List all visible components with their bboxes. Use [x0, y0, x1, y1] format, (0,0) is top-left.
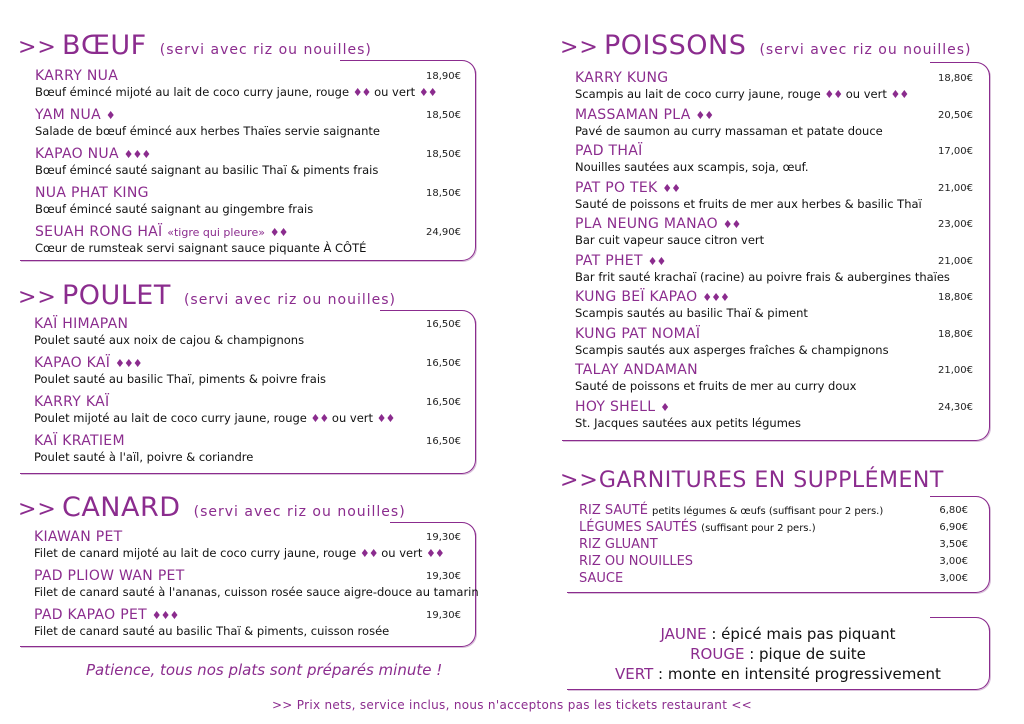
item-name: RIZ SAUTÉ: [579, 503, 648, 518]
item-desc: Poulet sauté au basilic Thaï, piments & poivre frais: [34, 372, 327, 386]
item-desc: Sauté de poissons et fruits de mer aux herbes & basilic Thaï: [575, 196, 922, 211]
item-desc: Bar cuit vapeur sauce citron vert: [575, 233, 765, 247]
title-arrows: >>: [560, 468, 599, 493]
item-price: 17,00€: [938, 146, 973, 157]
item-name: SAUCE: [579, 571, 624, 586]
item-price: 3,00€: [939, 556, 968, 567]
item-price: 6,90€: [939, 522, 968, 533]
spice-icon: ♦♦: [352, 86, 371, 99]
item-name: RIZ OU NOUILLES: [579, 554, 694, 569]
title-subtitle: (servi avec riz ou nouilles): [759, 42, 972, 58]
title-arrows: >>: [18, 497, 57, 522]
garniture-item: [579, 554, 968, 571]
item-desc: Bœuf émincé mijoté au lait de coco curry jaune, rouge ♦♦ ou vert ♦♦: [35, 85, 437, 99]
item-desc: Poulet mijoté au lait de coco curry jaune, rouge ♦♦ ou vert ♦♦: [34, 411, 395, 425]
item-name: YAM NUA: [35, 107, 101, 123]
item-price: 18,80€: [938, 73, 973, 84]
item-name: KAÏ KRATIEM: [34, 433, 125, 449]
item-note: «tigre qui pleure»: [167, 226, 265, 239]
item-desc: Scampis au lait de coco curry jaune, rouge ♦♦ ou vert ♦♦: [575, 87, 909, 101]
item-note: (suffisant pour 2 pers.): [701, 523, 816, 534]
garniture-item: [579, 571, 968, 588]
spice-icon: ♦♦: [647, 254, 666, 268]
item-name-row: [575, 180, 680, 196]
item-price: 21,00€: [938, 255, 973, 267]
item-note: petits légumes & œufs (suffisant pour 2 pers.): [651, 506, 884, 517]
item-name: KUNG PAT NOMAÏ: [575, 325, 701, 342]
item-price: 21,00€: [938, 182, 973, 194]
spice-icon: ♦: [105, 109, 115, 122]
section-title-garnitures: [560, 468, 944, 493]
item-name: PAD KAPAO PET: [34, 607, 147, 623]
item-name: KIAWAN PET: [34, 529, 123, 545]
item-price: 18,80€: [938, 292, 973, 303]
item-price: 3,00€: [939, 573, 968, 584]
item-desc: Sauté de poissons et fruits de mer au curry doux: [575, 379, 857, 393]
item-name-row: [34, 607, 178, 623]
item-name: PLA NEUNG MANAO: [575, 216, 718, 232]
title-arrows: >>: [18, 285, 57, 310]
item-price: 3,50€: [939, 539, 968, 550]
item-price: 24,90€: [426, 227, 461, 238]
item-desc: Bœuf émincé sauté saignant au basilic Thaï & piments frais: [35, 163, 379, 177]
item-price: 20,50€: [938, 109, 973, 121]
item-name: PAD THAÏ: [575, 143, 643, 159]
item-price: 18,50€: [426, 110, 461, 121]
item-price: 16,50€: [426, 436, 461, 447]
item-desc: Scampis sautés aux asperges fraîches & champignons: [575, 342, 889, 357]
item-name-row: [579, 520, 816, 535]
item-price: 23,00€: [938, 219, 973, 230]
legend-vert: VERT : monte en intensité progressivement: [615, 665, 941, 683]
item-price: 16,50€: [426, 319, 461, 330]
title-subtitle: (servi avec riz ou nouilles): [159, 42, 372, 58]
spice-icon: ♦♦: [722, 218, 741, 231]
item-name: KARRY KAÏ: [34, 394, 110, 410]
item-desc: Pavé de saumon au curry massaman et patate douce: [575, 123, 883, 138]
spice-icon: ♦♦: [269, 226, 288, 239]
spice-icon: ♦: [660, 400, 669, 414]
item-price: 21,00€: [938, 365, 973, 376]
item-desc: Poulet sauté aux noix de cajou & champignons: [34, 333, 305, 347]
item-price: 16,50€: [426, 397, 461, 408]
legend-rouge: ROUGE : pique de suite: [690, 645, 866, 663]
spice-icon: ♦♦: [824, 88, 843, 101]
item-price: 24,30€: [938, 401, 973, 413]
section-title-boeuf: [18, 30, 372, 61]
item-name: KAÏ HIMAPAN: [34, 316, 129, 332]
item-desc: Bœuf émincé sauté saignant au gingembre frais: [35, 202, 314, 216]
spice-legend: [567, 617, 989, 689]
item-desc: Bar frit sauté krachaï (racine) au poivre frais & aubergines thaïes: [575, 269, 950, 284]
item-price: 18,50€: [426, 188, 461, 199]
item-name: TALAY ANDAMAN: [575, 362, 698, 378]
item-desc: Nouilles sautées aux scampis, soja, œuf.: [575, 160, 809, 174]
title-subtitle: (servi avec riz ou nouilles): [193, 504, 406, 520]
item-name: PAT PHET: [575, 252, 643, 269]
spice-icon: ♦♦: [359, 547, 378, 560]
title-arrows: >>: [18, 35, 57, 60]
item-name: LÉGUMES SAUTÉS: [579, 520, 698, 535]
item-price: 6,80€: [939, 505, 968, 516]
item-name-row: [35, 146, 150, 162]
item-price: 18,80€: [938, 328, 973, 340]
section-title-poulet: [18, 280, 396, 311]
garniture-item: [579, 503, 968, 520]
spice-icon: ♦♦: [310, 412, 329, 425]
spice-icon: ♦♦♦: [114, 357, 142, 370]
item-desc: Filet de canard sauté au basilic Thaï & piments, cuisson rosée: [34, 624, 390, 638]
title-arrows: >>: [560, 35, 599, 60]
item-name: HOY SHELL: [575, 398, 656, 415]
item-name-row: [575, 216, 740, 232]
spice-icon: ♦♦♦: [123, 148, 151, 161]
item-desc: Filet de canard mijoté au lait de coco curry jaune, rouge ♦♦ ou vert ♦♦: [34, 546, 444, 560]
title-subtitle: (servi avec riz ou nouilles): [183, 292, 397, 308]
title-name: BŒUF: [61, 30, 147, 61]
garniture-item: [579, 537, 968, 554]
spice-icon: ♦♦: [662, 181, 681, 195]
item-name: KARRY NUA: [35, 68, 119, 84]
item-name: KAPAO NUA: [35, 146, 119, 162]
item-name: PAD PLIOW WAN PET: [34, 568, 185, 584]
spice-icon: ♦♦: [695, 108, 714, 122]
title-name: CANARD: [61, 492, 181, 523]
item-name-row: [579, 503, 883, 518]
item-price: 19,30€: [426, 532, 461, 543]
item-name-row: [35, 224, 287, 240]
item-name: SEUAH RONG HAÏ: [35, 224, 163, 240]
section-title-canard: [18, 492, 406, 523]
spice-icon: ♦♦: [426, 547, 444, 560]
title-name: POISSONS: [603, 30, 747, 61]
item-desc: Salade de bœuf émincé aux herbes Thaïes servie saignante: [35, 124, 380, 138]
footer-note: >> Prix nets, service inclus, nous n'acceptons pas les tickets restaurant <<: [271, 698, 753, 712]
spice-icon: ♦♦: [418, 86, 437, 99]
title-name: POULET: [61, 280, 171, 311]
item-name-row: [575, 253, 665, 269]
spice-icon: ♦♦: [376, 412, 395, 425]
item-name-row: [575, 399, 669, 415]
item-name: MASSAMAN PLA: [575, 106, 691, 123]
item-name: NUA PHAT KING: [35, 185, 149, 201]
item-desc: Poulet sauté à l'aïl, poivre & coriandre: [34, 450, 254, 464]
title-name: GARNITURES EN SUPPLÉMENT: [598, 468, 944, 493]
item-name: KARRY KUNG: [575, 70, 669, 86]
spice-icon: ♦♦: [890, 88, 909, 101]
item-name: KAPAO KAÏ: [34, 355, 111, 371]
item-price: 16,50€: [426, 358, 461, 369]
section-title-poissons: [560, 30, 972, 61]
item-name-row: [575, 289, 729, 305]
patience-note: Patience, tous nos plats sont préparés minute !: [86, 661, 443, 679]
item-desc: St. Jacques sautées aux petits légumes: [575, 415, 801, 430]
item-price: 19,30€: [426, 610, 461, 621]
item-name: KUNG BEÏ KAPAO: [575, 289, 698, 305]
item-name-row: [575, 107, 713, 123]
item-desc: Cœur de rumsteak servi saignant sauce piquante À CÔTÉ: [35, 241, 367, 255]
garniture-item: [579, 520, 968, 537]
spice-icon: ♦♦♦: [702, 291, 729, 304]
item-name: RIZ GLUANT: [579, 537, 658, 552]
item-desc: Filet de canard sauté à l'ananas, cuisson rosée sauce aigre-douce au tamarin: [34, 585, 479, 599]
item-name-row: [34, 355, 142, 371]
item-price: 18,50€: [426, 149, 461, 160]
item-name: PAT PO TEK: [575, 179, 658, 196]
spice-icon: ♦♦♦: [151, 609, 179, 622]
item-price: 19,30€: [426, 571, 461, 582]
item-desc: Scampis sautés au basilic Thaï & piment: [575, 306, 808, 320]
legend-jaune: JAUNE : épicé mais pas piquant: [660, 625, 896, 643]
item-price: 18,90€: [426, 71, 461, 82]
item-name-row: [35, 107, 115, 123]
